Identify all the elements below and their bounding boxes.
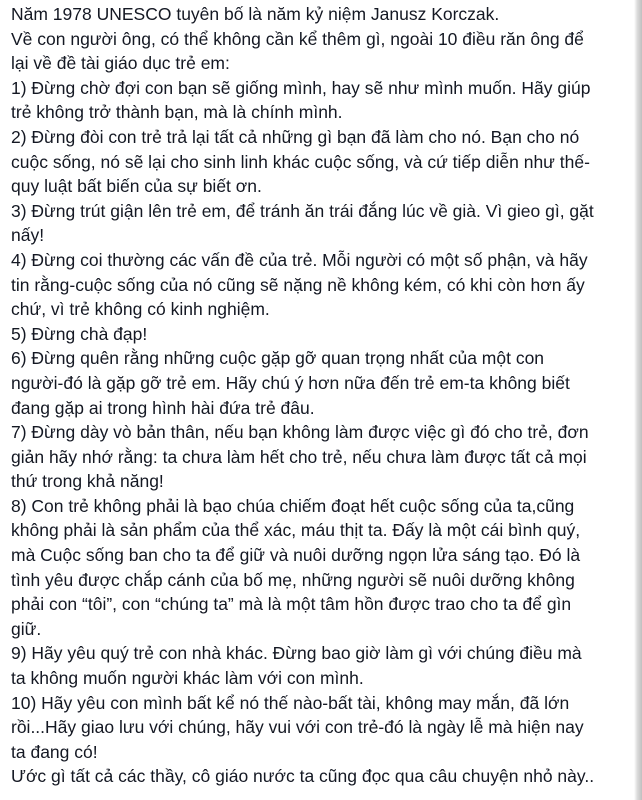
text-line-intro: Về con người ông, có thể không cần kể thêm gì, ngoài 10 điều răn ông để (11, 28, 584, 49)
text-line-rule-4: tin rằng-cuộc sống của nó cũng sẽ nặng nề không kém, có khi còn hơn ấy (11, 274, 585, 295)
text-line-rule-9: ta không muốn người khác làm với con mình. (11, 668, 364, 689)
text-line-rule-5: 5) Đừng chà đạp! (11, 323, 148, 344)
text-line-rule-6: người-đó là gặp gỡ trẻ em. Hãy chú ý hơn nữa đến trẻ em-ta không biết (11, 372, 570, 393)
text-line-rule-10: rồi...Hãy giao lưu với chúng, hãy vui với con trẻ-đó là ngày lễ mà hiện nay (11, 717, 584, 738)
text-line-rule-8: phải con “tôi”, con “chúng ta” mà là một tâm hồn được trao cho ta để gìn (11, 594, 572, 615)
text-line-rule-7: 7) Đừng dày vò bản thân, nếu bạn không làm được việc gì đó cho trẻ, đơn (11, 422, 589, 443)
right-edge-shadow (634, 0, 642, 800)
text-line-closing: Ước gì tất cả các thầy, cô giáo nước ta cũng đọc qua câu chuyện nhỏ này.. (11, 766, 595, 787)
text-line-rule-7: thứ trong khả năng! (11, 471, 164, 492)
text-line-rule-2: cuộc sống, nó sẽ lại cho sinh linh khác cuộc sống, và cứ tiếp diễn như thế- (11, 151, 590, 172)
text-line-rule-8: tình yêu được chắp cánh của bố mẹ, những người sẽ nuôi dưỡng không (11, 569, 575, 590)
text-line-rule-3: 3) Đừng trút giận lên trẻ em, để tránh ăn trái đắng lúc về già. Vì gieo gì, gặt (11, 200, 594, 221)
text-line-rule-4: 4) Đừng coi thường các vấn đề của trẻ. Mỗi người có một số phận, và hãy (11, 249, 588, 270)
text-line-rule-3: nấy! (11, 225, 45, 246)
text-line-rule-9: 9) Hãy yêu quý trẻ con nhà khác. Đừng bao giờ làm gì với chúng điều mà (11, 643, 582, 664)
text-line-rule-8: không phải là sản phẩm của thể xác, máu thịt ta. Đấy là một cái bình quý, (11, 520, 581, 541)
text-line-rule-2: quy luật bất biến của sự biết ơn. (11, 176, 262, 197)
text-line-rule-10: ta đang có! (11, 741, 98, 762)
text-line-rule-8: 8) Con trẻ không phải là bạo chúa chiếm đoạt hết cuộc sống của ta,cũng (11, 495, 575, 516)
text-line-rule-6: đang gặp ai trong hình hài đứa trẻ đâu. (11, 397, 315, 418)
text-line-rule-7: giản hãy nhớ rằng: ta chưa làm hết cho trẻ, nếu chưa làm được tất cả mọi (11, 446, 587, 467)
text-line-rule-6: 6) Đừng quên rằng những cuộc gặp gỡ quan trọng nhất của một con (11, 348, 545, 369)
text-line-rule-1: trẻ không trở thành bạn, mà là chính mình. (11, 102, 343, 123)
text-line-rule-4: chứ, vì trẻ không có kinh nghiệm. (11, 299, 270, 320)
text-line-rule-8: giữ. (11, 618, 42, 639)
text-line-rule-2: 2) Đừng đòi con trẻ trả lại tất cả những gì bạn đã làm cho nó. Bạn cho nó (11, 126, 580, 147)
text-line-intro: Năm 1978 UNESCO tuyên bố là năm kỷ niệm Janusz Korczak. (11, 4, 500, 24)
text-line-rule-8: mà Cuộc sống ban cho ta để giữ và nuôi dưỡng ngọn lửa sáng tạo. Đó là (11, 545, 581, 566)
text-line-intro: lại về đề tài giáo dục trẻ em: (11, 53, 230, 74)
text-line-rule-10: 10) Hãy yêu con mình bất kể nó thế nào-bất tài, không may mắn, đã lớn (11, 692, 570, 713)
text-line-rule-1: 1) Đừng chờ đợi con bạn sẽ giống mình, hay sẽ như mình muốn. Hãy giúp (11, 77, 591, 98)
